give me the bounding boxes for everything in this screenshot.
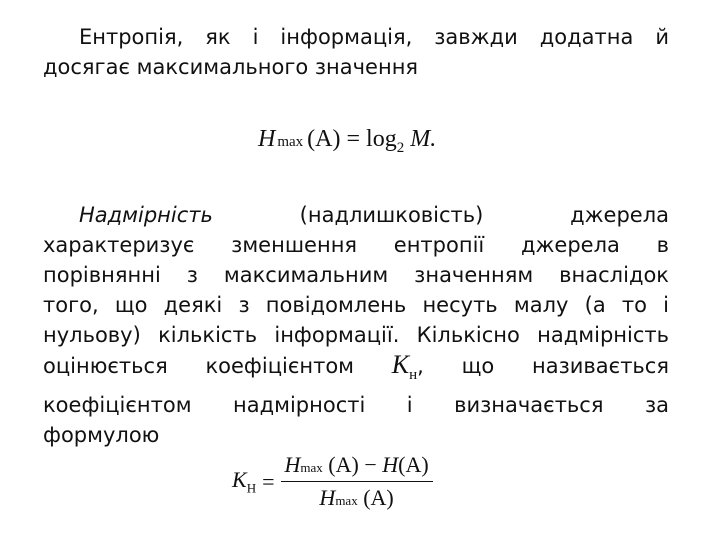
max-entropy-formula — [258, 126, 436, 157]
kn-sub: н — [409, 367, 418, 384]
redundancy-line-4: того, що деякі з повідомлень несуть малу (а то і — [43, 293, 669, 317]
formula1-base: 2 — [396, 139, 405, 156]
redundancy-line-6 — [43, 350, 669, 390]
redundancy-line-7: коефіцієнтом надмірності і визначається за — [43, 393, 669, 418]
formula2-lhs-letter: K — [232, 466, 247, 492]
num-minus: − — [364, 452, 377, 477]
formula1-arg: (A) — [307, 126, 341, 152]
redundancy-line-6-after: , що називається — [417, 354, 669, 378]
redundancy-line-8: формулою — [43, 423, 160, 448]
intro-paragraph — [43, 22, 669, 82]
formula2-lhs — [232, 467, 256, 496]
redundancy-line-1 — [43, 200, 669, 230]
formula2-numerator — [281, 452, 433, 482]
num-arg1: (A) — [328, 452, 359, 477]
formula2-fraction — [281, 452, 433, 511]
num-h1: H — [284, 452, 301, 477]
formula2-eq: = — [262, 468, 275, 494]
intro-line-1: Ентропія, як і інформація, завжди додатна й — [79, 25, 669, 49]
den-h: H — [319, 485, 336, 510]
redundancy-term: Надмірність — [79, 203, 213, 227]
formula1-log: log — [366, 126, 397, 152]
formula1-sub: max — [277, 134, 304, 150]
redundancy-line-2: характеризує зменшення ентропії джерела в — [43, 233, 669, 257]
formula1-h: H — [258, 126, 276, 152]
intro-line-2: досягає максимального значення — [43, 55, 419, 79]
redundancy-line-3: порівнянні з максимальним значенням внаслідок — [43, 263, 669, 287]
redundancy-line-6-before: оцінюється коефіцієнтом — [43, 354, 355, 378]
kn-symbol — [391, 350, 418, 384]
kn-letter: K — [391, 350, 410, 379]
den-arg: (A) — [363, 485, 394, 510]
num-arg2: (A) — [398, 452, 429, 477]
redundancy-line-5: нульову) кількість інформації. Кількісно надмірність — [43, 323, 669, 347]
formula2-denominator — [319, 482, 393, 511]
formula1-eq: = — [346, 126, 361, 152]
formula1-m: M. — [410, 126, 437, 152]
redundancy-line-1-rest: (надлишковість) джерела — [299, 203, 669, 227]
formula2-lhs-sub: Н — [246, 480, 257, 496]
redundancy-paragraph — [43, 200, 669, 450]
redundancy-formula — [232, 452, 433, 511]
den-sub: max — [335, 493, 358, 508]
num-sub: max — [300, 460, 323, 475]
num-h2: H — [382, 452, 399, 477]
